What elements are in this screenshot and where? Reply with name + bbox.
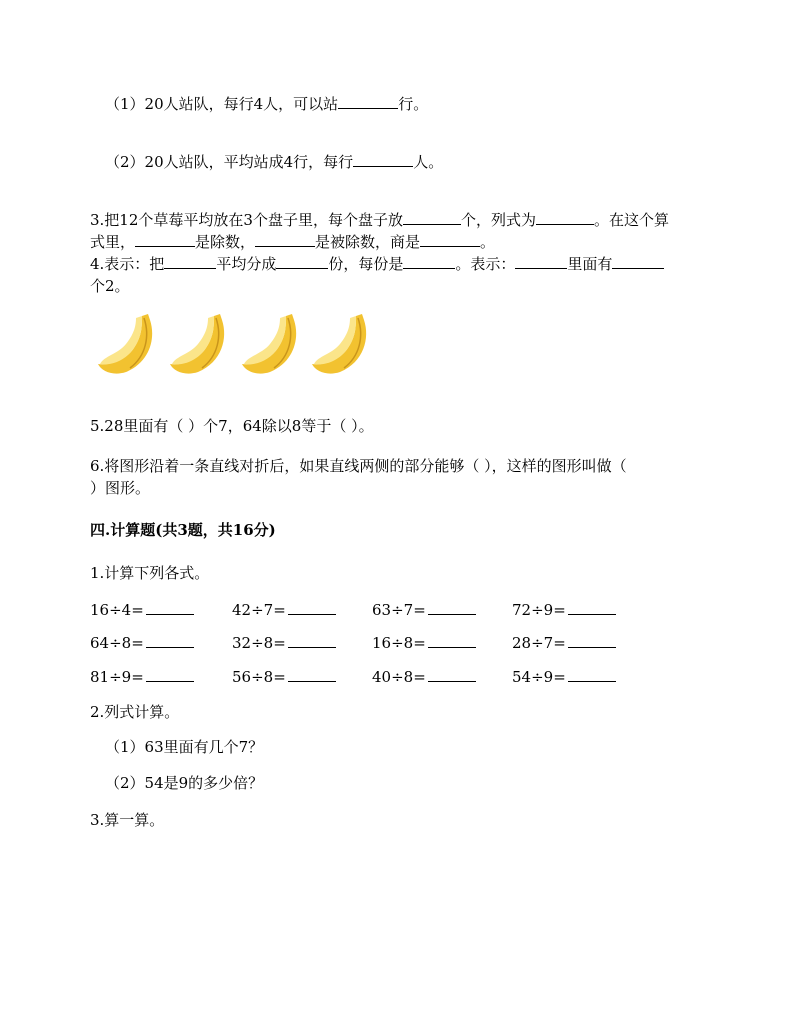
answer-blank[interactable]: [568, 600, 616, 615]
calc-item: 16÷4=: [90, 600, 194, 619]
q4-text-c: 份，每份是: [328, 255, 404, 273]
q4-text-a: 4.表示：把: [90, 255, 165, 273]
answer-blank[interactable]: [420, 232, 480, 247]
answer-blank[interactable]: [164, 254, 216, 269]
q3-text-d: 式里，: [90, 233, 136, 251]
banana-icon: [168, 310, 234, 376]
answer-blank[interactable]: [403, 254, 455, 269]
q1-part2-suffix: 人。: [413, 153, 444, 171]
banana-icon: [310, 310, 376, 376]
answer-blank[interactable]: [568, 667, 616, 682]
q4-text-b: 平均分成: [216, 255, 277, 273]
answer-blank[interactable]: [612, 254, 664, 269]
answer-blank[interactable]: [428, 667, 476, 682]
q3-text-b: 个，列式为: [460, 211, 536, 229]
q3-text-e: 是除数，: [195, 233, 256, 251]
calc-item: 64÷8=: [90, 633, 194, 652]
calc-item: 16÷8=: [372, 633, 476, 652]
banana-icon: [240, 310, 306, 376]
calc-item: 32÷8=: [232, 633, 336, 652]
calc2-item-1: （1）63里面有几个7？: [105, 738, 264, 756]
answer-blank[interactable]: [146, 600, 194, 615]
answer-blank[interactable]: [146, 667, 194, 682]
q1-part1-suffix: 行。: [398, 95, 429, 113]
banana-illustration: [96, 310, 386, 376]
q1-part1: [105, 94, 428, 114]
calc1-title: 1.计算下列各式。: [90, 564, 210, 582]
calc-item: 56÷8=: [232, 667, 336, 686]
calc-item: 72÷9=: [512, 600, 616, 619]
answer-blank[interactable]: [428, 600, 476, 615]
answer-blank[interactable]: [135, 232, 195, 247]
q4-text-e: 里面有: [567, 255, 613, 273]
q4-text-f: 个2。: [90, 277, 130, 295]
q3-line1: [90, 210, 669, 230]
calc3-title: 3.算一算。: [90, 811, 165, 829]
banana-icon: [96, 310, 162, 376]
q3-text-g: 。: [480, 233, 496, 251]
q4-line1: [90, 254, 664, 274]
calc-item: 28÷7=: [512, 633, 616, 652]
q1-part2: [105, 152, 443, 172]
answer-blank[interactable]: [288, 600, 336, 615]
section-title: 四.计算题(共3题，共16分): [90, 521, 276, 539]
answer-blank[interactable]: [276, 254, 328, 269]
q4-text-d: 。表示：: [455, 255, 516, 273]
q1-part2-text: （2）20人站队，平均站成4行，每行: [105, 153, 354, 171]
answer-blank[interactable]: [568, 633, 616, 648]
calc2-title: 2.列式计算。: [90, 703, 180, 721]
q5: 5.28里面有（ ）个7，64除以8等于（ ）。: [90, 417, 374, 435]
q6-line2: ）图形。: [90, 479, 151, 497]
q3-line2: [90, 232, 495, 252]
calc2-item-2: （2）54是9的多少倍？: [105, 774, 264, 792]
answer-blank[interactable]: [428, 633, 476, 648]
q3-text-c: 。在这个算: [593, 211, 669, 229]
calc-item: 40÷8=: [372, 667, 476, 686]
calc-item: 63÷7=: [372, 600, 476, 619]
answer-blank[interactable]: [515, 254, 567, 269]
q6-line1: 6.将图形沿着一条直线对折后，如果直线两侧的部分能够（ ），这样的图形叫做（: [90, 457, 627, 475]
answer-blank[interactable]: [353, 152, 413, 167]
q3-text-f: 是被除数，商是: [315, 233, 421, 251]
answer-blank[interactable]: [403, 210, 461, 225]
answer-blank[interactable]: [338, 94, 398, 109]
calc-item: 54÷9=: [512, 667, 616, 686]
answer-blank[interactable]: [536, 210, 594, 225]
answer-blank[interactable]: [288, 667, 336, 682]
q3-text-a: 3.把12个草莓平均放在3个盘子里，每个盘子放: [90, 211, 403, 229]
answer-blank[interactable]: [288, 633, 336, 648]
q4-line2: [90, 276, 130, 296]
calc-item: 42÷7=: [232, 600, 336, 619]
q1-part1-text: （1）20人站队，每行4人，可以站: [105, 95, 339, 113]
answer-blank[interactable]: [146, 633, 194, 648]
answer-blank[interactable]: [255, 232, 315, 247]
calc-item: 81÷9=: [90, 667, 194, 686]
